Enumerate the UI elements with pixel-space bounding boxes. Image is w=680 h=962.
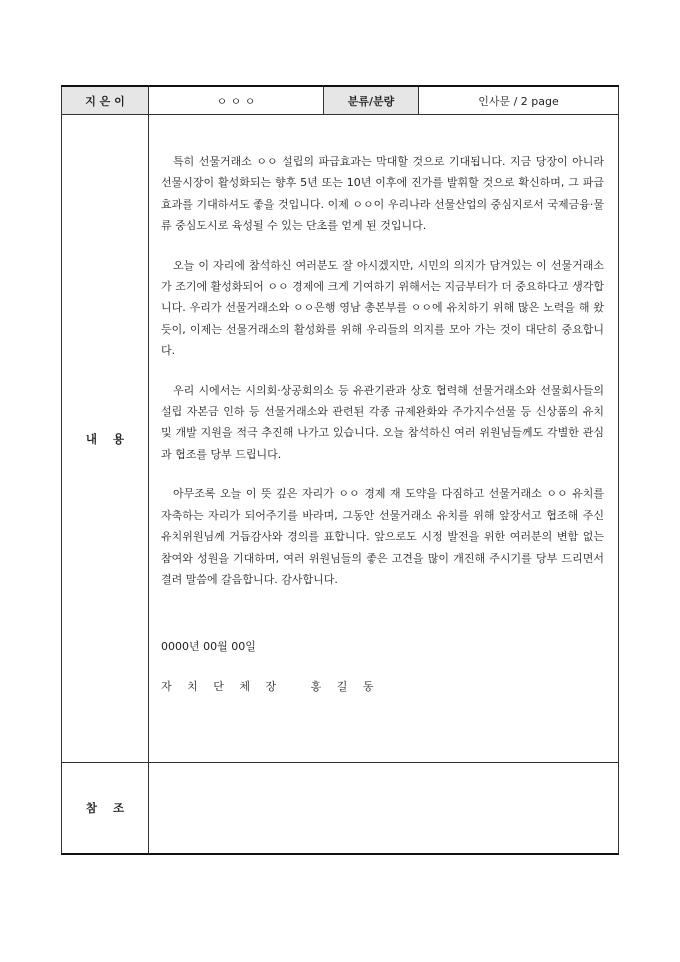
paragraph-3: 우리 시에서는 시의회·상공회의소 등 유관기관과 상호 협력해 선물거래소와 선물회사들의 설립 자본금 인하 등 선물거래소와 관련된 각종 규제완화와 주가지수선물 등 신상품의 유치 및 개발 지원을 적극 추진해 나가고 있습니다. 오늘 참석하신 여러 위원님들께도 각별한 관심과 협조를 당부 드립니다. bbox=[161, 383, 604, 461]
document-date: 0000년 00월 00일 bbox=[161, 640, 256, 654]
reference-label: 참 조 bbox=[62, 763, 149, 855]
author-label: 지 은 이 bbox=[62, 86, 149, 115]
content-cell bbox=[149, 115, 619, 763]
content-row bbox=[62, 115, 619, 763]
reference-row bbox=[62, 763, 619, 855]
paragraph-4: 아무조록 오늘 이 뜻 깊은 자리가 ㅇㅇ 경제 재 도약을 다짐하고 선물거래소 ㅇㅇ 유치를 자축하는 자리가 되어주기를 바라며, 그동안 선물거래소 유치를 위해 앞장서고 협조해 주신 유치위원님께 거듭감사와 경의를 표합니다. 앞으로도 시정 발전을 위한 여러분의 변함 없는 참여와 성원을 기대하며, 여러 위원님들의 좋은 고견을 많이 개진해 주시기를 당부 드리면서 결려 말씀에 갈음합니다. 감사합니다. bbox=[161, 487, 604, 586]
paragraph-2: 오늘 이 자리에 참석하신 여러분도 잘 아시겠지만, 시민의 의지가 담겨있는 이 선물거래소가 조기에 활성화되어 ㅇㅇ 경제에 크게 기여하기 위해서는 지금부터가 더 중요하다고 생각합니다. 우리가 선물거래소와 ㅇㅇ은행 영남 총본부를 ㅇㅇ에 유치하기 위해 많은 노력을 해 왔듯이, 이제는 선물거래소의 활성화를 위해 우리들의 의지를 모아 가는 것이 대단히 중요합니다. bbox=[161, 258, 604, 358]
signer: 자 치 단 체 장 홍 길 동 bbox=[161, 679, 380, 693]
author-value: ㅇ ㅇ ㅇ bbox=[149, 86, 324, 115]
category-value: 인사문 / 2 page bbox=[419, 86, 619, 115]
document-form bbox=[61, 85, 619, 855]
paragraph-1: 특히 선물거래소 ㅇㅇ 설립의 파급효과는 막대할 것으로 기대됩니다. 지금 당장이 아니라 선물시장이 활성화되는 향후 5년 또는 10년 이후에 진가를 발휘할 것으로 확신하며, 그 파급효과를 기대하셔도 좋을 것입니다. 이제 ㅇㅇ이 우리나라 선물산업의 중심지로서 국제금융·물류 중심도시로 육성될 수 있는 단초를 얻게 된 것입니다. bbox=[161, 155, 604, 233]
header-row bbox=[62, 86, 619, 115]
category-label: 분류/분량 bbox=[324, 86, 419, 115]
content-label: 내 용 bbox=[62, 115, 149, 763]
reference-value bbox=[149, 763, 619, 855]
content-body bbox=[149, 115, 618, 697]
